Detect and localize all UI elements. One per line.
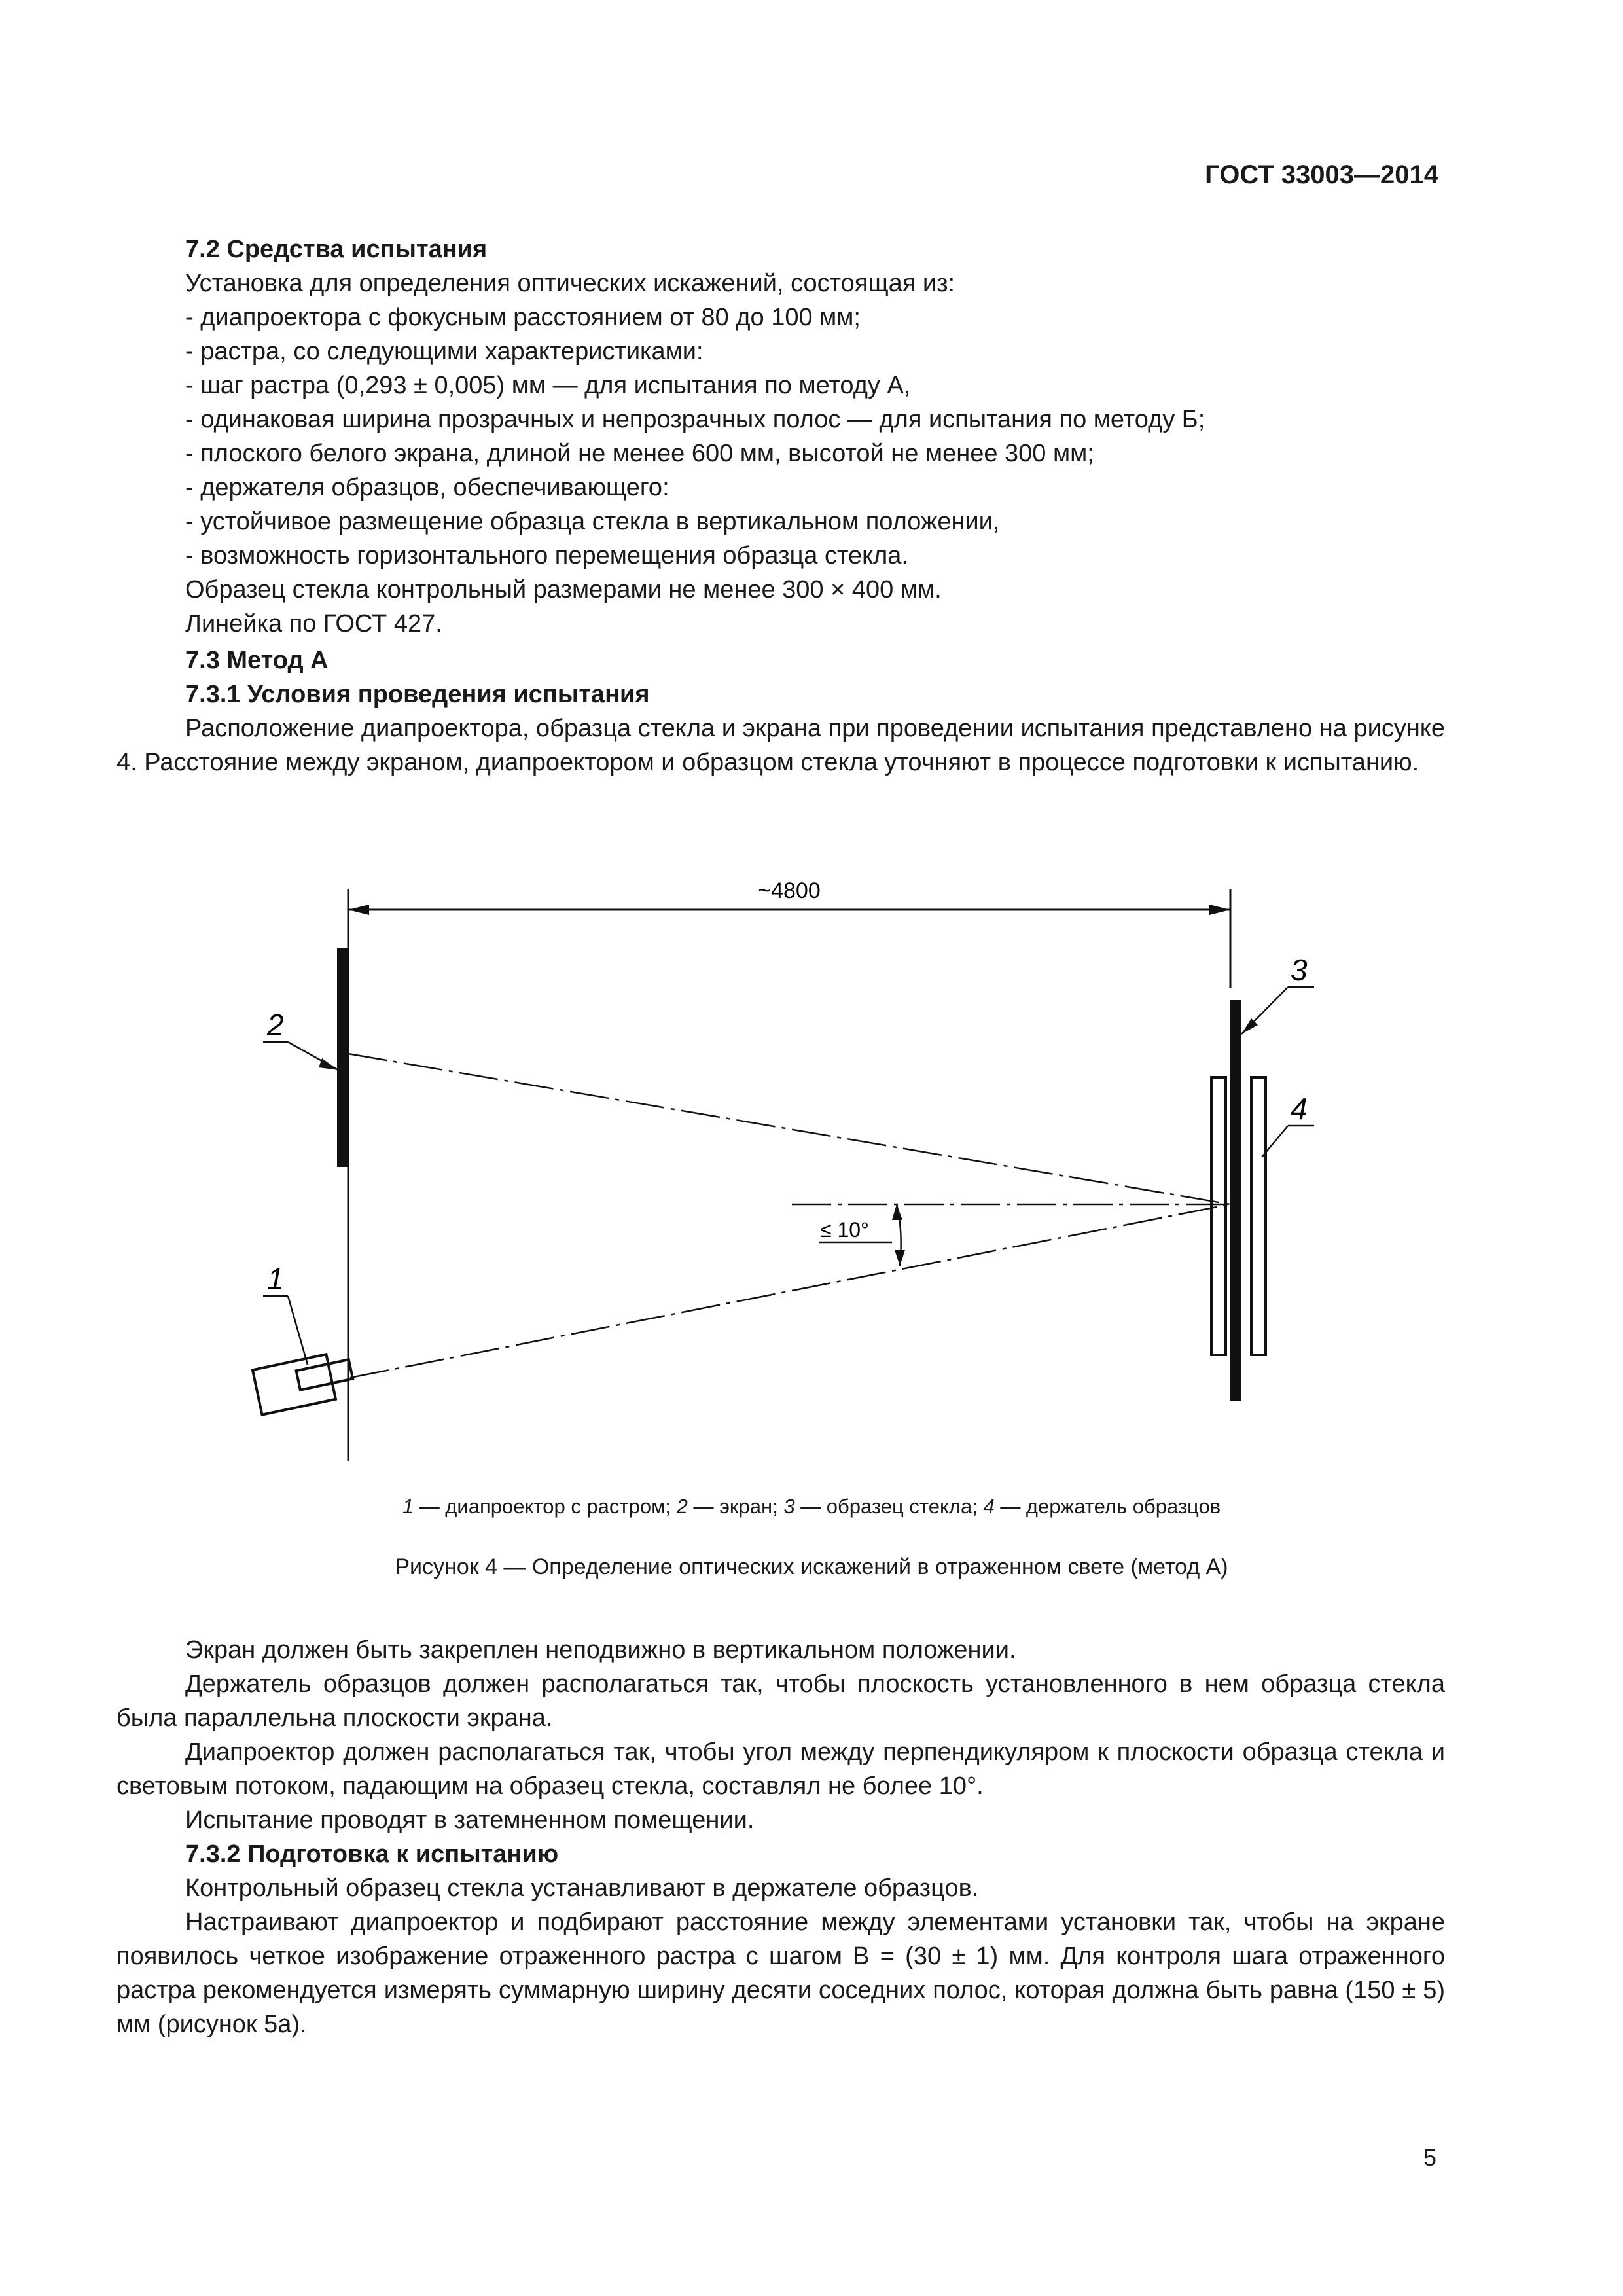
section-heading: 7.3.1 Условия проведения испытания <box>185 681 650 708</box>
callout-3: 3 <box>1291 953 1308 987</box>
figure-caption: Рисунок 4 — Определение оптических искажений в отраженном свете (метод А) <box>395 1554 1228 1579</box>
list-line: - диапроектора с фокусным расстоянием от 80 до 100 мм; <box>185 304 861 331</box>
paragraph: Расположение диапроектора, образца стекла и экрана при проведении испытания представлено на рисунке 4. Расстояние между экраном, диапроектором и образцом стекла уточняют в процессе подготовки к испытанию. <box>116 715 1445 776</box>
paragraph: Экран должен быть закреплен неподвижно в вертикальном положении. <box>185 1636 1016 1664</box>
angle-label: ≤ 10° <box>820 1218 869 1242</box>
glass-sample <box>1230 1000 1241 1401</box>
arrow-left-icon <box>348 905 369 915</box>
list-line: - возможность горизонтального перемещения образца стекла. <box>185 542 908 569</box>
list-line: - одинаковая ширина прозрачных и непрозрачных полос — для испытания по методу Б; <box>185 406 1205 433</box>
dimension-label: ~4800 <box>758 878 821 903</box>
legend-text: — диапроектор с растром; <box>414 1495 677 1518</box>
arrow-right-icon <box>1209 905 1230 915</box>
figure-legend <box>0 1495 1623 1518</box>
legend-num: 1 <box>402 1495 414 1518</box>
section-heading: 7.2 Средства испытания <box>185 236 488 263</box>
projector-lens <box>296 1359 353 1390</box>
paragraph: Диапроектор должен располагаться так, чтобы угол между перпендикуляром к плоскости образца стекла и световым потоком, падающим на образец стекла, составлял не более 10°. <box>116 1738 1445 1800</box>
callout-2: 2 <box>267 1008 284 1042</box>
list-line: Установка для определения оптических искажений, состоящая из: <box>185 270 955 297</box>
list-line: - шаг растра (0,293 ± 0,005) мм — для испытания по методу А, <box>185 372 911 399</box>
page-number: 5 <box>1423 2144 1436 2171</box>
list-line: - держателя образцов, обеспечивающего: <box>185 474 669 501</box>
list-line: Линейка по ГОСТ 427. <box>185 610 442 637</box>
legend-text: — держатель образцов <box>994 1495 1221 1518</box>
list-line: - растра, со следующими характеристиками: <box>185 338 704 365</box>
paragraph: Держатель образцов должен располагаться так, чтобы плоскость установленного в нем образца стекла была параллельна плоскости экрана. <box>116 1670 1445 1732</box>
holder-plate-right <box>1251 1077 1266 1355</box>
legend-text: — экран; <box>687 1495 784 1518</box>
legend-text: — образец стекла; <box>794 1495 984 1518</box>
list-line: Образец стекла контрольный размерами не менее 300 × 400 мм. <box>185 576 942 603</box>
legend-num: 2 <box>676 1495 688 1518</box>
legend-num: 4 <box>983 1495 995 1518</box>
angle-arrow-top-icon <box>892 1204 902 1220</box>
document-code: ГОСТ 33003—2014 <box>1205 160 1438 189</box>
callout-4: 4 <box>1291 1092 1308 1126</box>
section-7-2 <box>116 232 1445 780</box>
paragraph: Контрольный образец стекла устанавливают в держателе образцов. <box>185 1874 979 1902</box>
paragraph: Испытание проводят в затемненном помещении. <box>185 1806 755 1834</box>
list-line: - плоского белого экрана, длиной не менее 600 мм, высотой не менее 300 мм; <box>185 440 1094 467</box>
holder-plate-left <box>1211 1077 1226 1355</box>
incident-ray <box>350 1204 1230 1378</box>
callout-2-arrow-icon <box>319 1058 338 1070</box>
screen <box>337 948 349 1167</box>
projector <box>253 1350 356 1415</box>
section-heading: 7.3.2 Подготовка к испытанию <box>185 1840 559 1868</box>
paragraph: Настраивают диапроектор и подбирают расстояние между элементами установки так, чтобы на экране появилось четкое изображение отраженного растра с шагом B = (30 ± 1) мм. Для контроля шага отраженного растра рекомендуется измерять суммарную ширину десяти соседних полос, которая должна быть равна (150 ± 5) мм (рисунок 5а). <box>116 1909 1445 2038</box>
legend-num: 3 <box>783 1495 795 1518</box>
section-body <box>116 1633 1445 2041</box>
reflected-ray <box>348 1054 1230 1204</box>
figure-4-diagram <box>236 864 1348 1479</box>
angle-arrow-bottom-icon <box>895 1250 905 1266</box>
list-line: - устойчивое размещение образца стекла в вертикальном положении, <box>185 508 1000 535</box>
callout-1: 1 <box>267 1262 284 1296</box>
section-heading: 7.3 Метод А <box>185 647 329 674</box>
callout-1-leader <box>288 1296 308 1365</box>
